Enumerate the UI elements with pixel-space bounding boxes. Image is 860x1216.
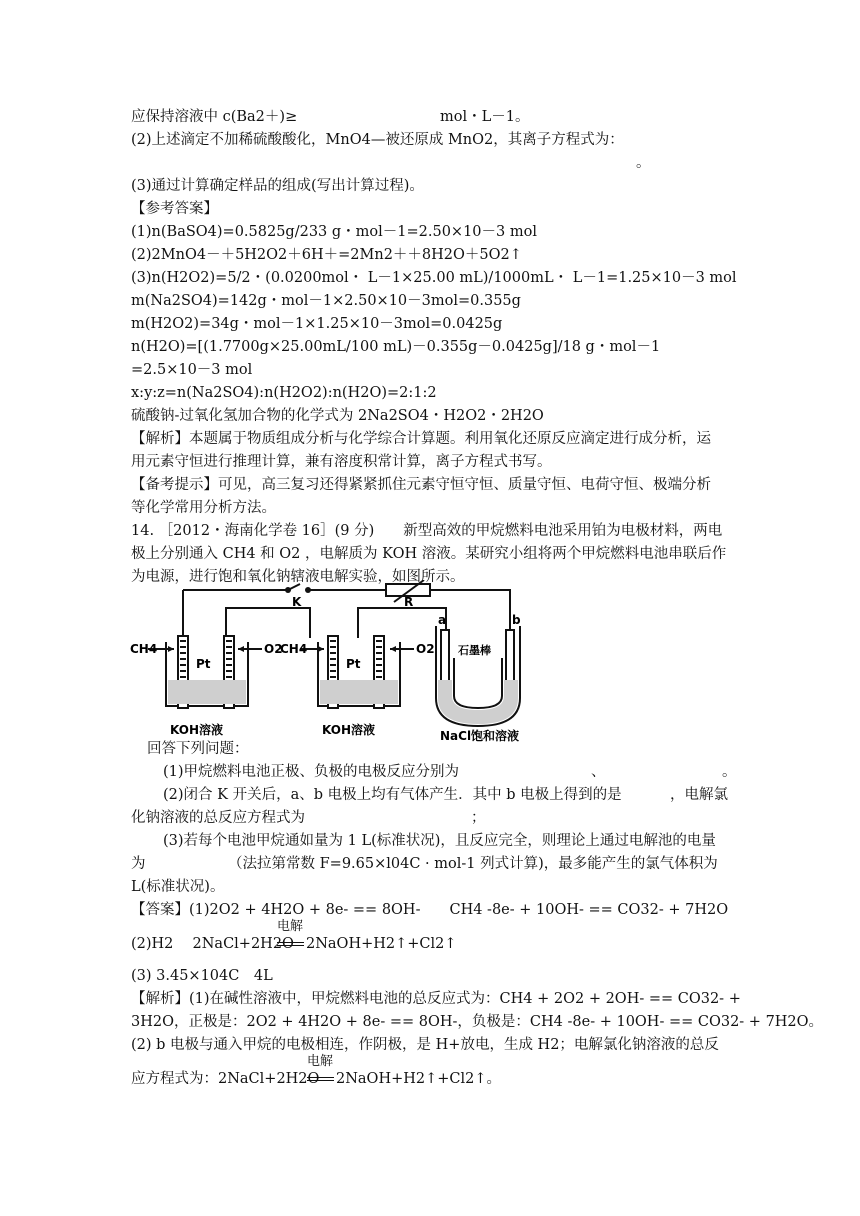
q14-analysis-4-pre: 应方程式为：2NaCl+2H2O <box>131 1071 320 1087</box>
q13-tip-1: 【备考提示】可见，高三复习还得紧紧抓住元素守恒守恒、质量守恒、电荷守恒、极端分析 <box>131 477 711 493</box>
q14-answer-2-post: 2NaOH+H2↑+Cl2↑ <box>306 936 457 952</box>
mid-pt-label: Pt <box>346 657 361 671</box>
q14-analysis-1: 【解析】(1)在碱性溶液中，甲烷燃料电池的总反应式为：CH4 + 2O2 + 2OH- == CO32- + <box>131 991 741 1007</box>
q14-analysis-3: (2) b 电极与通入甲烷的电极相连，作阴极，是 H+放电，生成 H2；电解氯化钠溶液的总反 <box>131 1037 719 1053</box>
q13-answer-9: 硫酸钠-过氧化氢加合物的化学式为 2Na2SO4・H2O2・2H2O <box>131 408 544 424</box>
q13-line1: 应保持溶液中 c(Ba2＋)≥ <box>131 109 298 125</box>
q14-intro-1: 14. ［2012・海南化学卷 16］(9 分) 新型高效的甲烷燃料电池采用铂为电极材料，两电 <box>131 523 723 539</box>
q13-line3: (3)通过计算确定样品的组成(写出计算过程)。 <box>131 178 424 194</box>
q13-answer-6: n(H2O)=[(1.7700g×25.00mL/100 mL)－0.355g－0.0425g]/18 g・mol－1 <box>131 339 661 355</box>
q14-sub1-sep: 、 <box>591 764 606 780</box>
switch-k-label: K <box>292 595 302 609</box>
electrolysis-diagram <box>128 580 538 742</box>
q14-analysis-4-bar <box>307 1077 334 1078</box>
q14-answer-2-bar <box>277 942 304 943</box>
q13-ref-heading: 【参考答案】 <box>131 201 218 217</box>
q14-answer-3: (3) 3.45×104C 4L <box>131 968 273 984</box>
q13-answer-3: (3)n(H2O2)=5/2・(0.0200mol・ L－1×25.00 mL)/1000mL・ L－1=1.25×10－3 mol <box>131 270 737 286</box>
q13-answer-5: m(H2O2)=34g・mol－1×1.25×10－3mol=0.0425g <box>131 316 503 332</box>
q14-sub1: (1)甲烷燃料电池正极、负极的电极反应分别为 <box>163 764 460 780</box>
q14-analysis-2: 3H2O，正极是：2O2 + 4H2O + 8e- == 8OH-，负极是：CH4 -8e- + 10OH- == CO32- + 7H2O。 <box>131 1014 824 1030</box>
left-pt-label: Pt <box>196 657 211 671</box>
q13-tip-2: 等化学常用分析方法。 <box>131 500 276 516</box>
q13-analysis-1: 【解析】本题属于物质组成分析与化学综合计算题。利用氧化还原反应滴定进行成分析，运 <box>131 431 711 447</box>
q14-answer-1: 【答案】(1)2O2 + 4H2O + 8e- == 8OH- CH4 -8e- + 10OH- == CO32- + 7H2O <box>131 902 729 918</box>
q14-sub2-b: ，电解氯 <box>670 787 728 803</box>
q14-sub3-c: L(标准状况)。 <box>131 879 225 895</box>
q14-sub2-c: 化钠溶液的总反应方程式为 <box>131 810 305 826</box>
q13-answer-2: (2)2MnO4－＋5H2O2＋6H＋=2Mn2＋＋8H2O＋5O2↑ <box>131 247 522 263</box>
switch-k-contact-2 <box>305 587 311 593</box>
q13-analysis-2: 用元素守恒进行推理计算，兼有溶度积常计算，离子方程式书写。 <box>131 454 552 470</box>
q13-answer-7: =2.5×10－3 mol <box>131 362 253 378</box>
q14-sub3-b-1: 为 <box>131 856 146 872</box>
q14-analysis-4-post: 2NaOH+H2↑+Cl2↑。 <box>336 1071 502 1087</box>
graphite-label: 石墨棒 <box>458 644 491 657</box>
q14-analysis-4-cond: 电解 <box>307 1054 334 1069</box>
wire-to-a <box>358 608 446 638</box>
q13-answer-8: x:y:z=n(Na2SO4):n(H2O2):n(H2O)=2:1:2 <box>131 385 437 401</box>
left-o2-label: O2 <box>264 642 283 656</box>
left-ch4-label: CH4 <box>130 642 158 656</box>
q13-line2-end: 。 <box>636 155 651 171</box>
q14-answer-prompt: 回答下列问题： <box>147 741 249 757</box>
mid-caption: KOH溶液 <box>322 723 376 737</box>
mid-o2-label: O2 <box>416 642 435 656</box>
electrode-a-label: a <box>438 613 447 627</box>
q14-intro-3: 为电源，进行饱和氧化钠辖液电解实验，如图所示。 <box>131 569 465 585</box>
q14-sub3-a: (3)若每个电池甲烷通如量为 1 L(标准状况)，且反应完全，则理论上通过电解池的电量 <box>163 833 716 849</box>
q14-sub2-end: ； <box>471 810 486 826</box>
wire-series <box>226 608 310 638</box>
electrode-b-label: b <box>512 613 521 627</box>
switch-k-contact-1 <box>285 587 291 593</box>
resistor-r-label: R <box>404 595 414 609</box>
q13-line1-unit: mol・L－1。 <box>440 109 530 125</box>
q13-line2: (2)上述滴定不加稀硫酸酸化，MnO4—被还原成 MnO2，其离子方程式为： <box>131 132 624 148</box>
left-caption: KOH溶液 <box>170 723 224 737</box>
right-caption: NaCl饱和溶液 <box>440 729 520 742</box>
q13-answer-4: m(Na2SO4)=142g・mol－1×2.50×10－3mol=0.355g <box>131 293 521 309</box>
q14-sub2-a: (2)闭合 K 开关后，a、b 电极上均有气体产生．其中 b 电极上得到的是 <box>163 787 622 803</box>
mid-ch4-label: CH4 <box>280 642 308 656</box>
q14-answer-2-pre: (2)H2 2NaCl+2H2O <box>131 936 294 952</box>
q14-sub3-b-2: （法拉第常数 F=9.65×l04C · mol-1 列式计算)，最多能产生的氯气体积为 <box>228 856 718 872</box>
q14-sub1-end: 。 <box>722 764 737 780</box>
q14-answer-2-cond: 电解 <box>277 919 304 934</box>
q13-answer-1: (1)n(BaSO4)=0.5825g/233 g・mol－1=2.50×10－3 mol <box>131 224 537 240</box>
q14-intro-2: 极上分别通入 CH4 和 O2 ，电解质为 KOH 溶液。某研究小组将两个甲烷燃料电池串联后作 <box>131 546 727 562</box>
